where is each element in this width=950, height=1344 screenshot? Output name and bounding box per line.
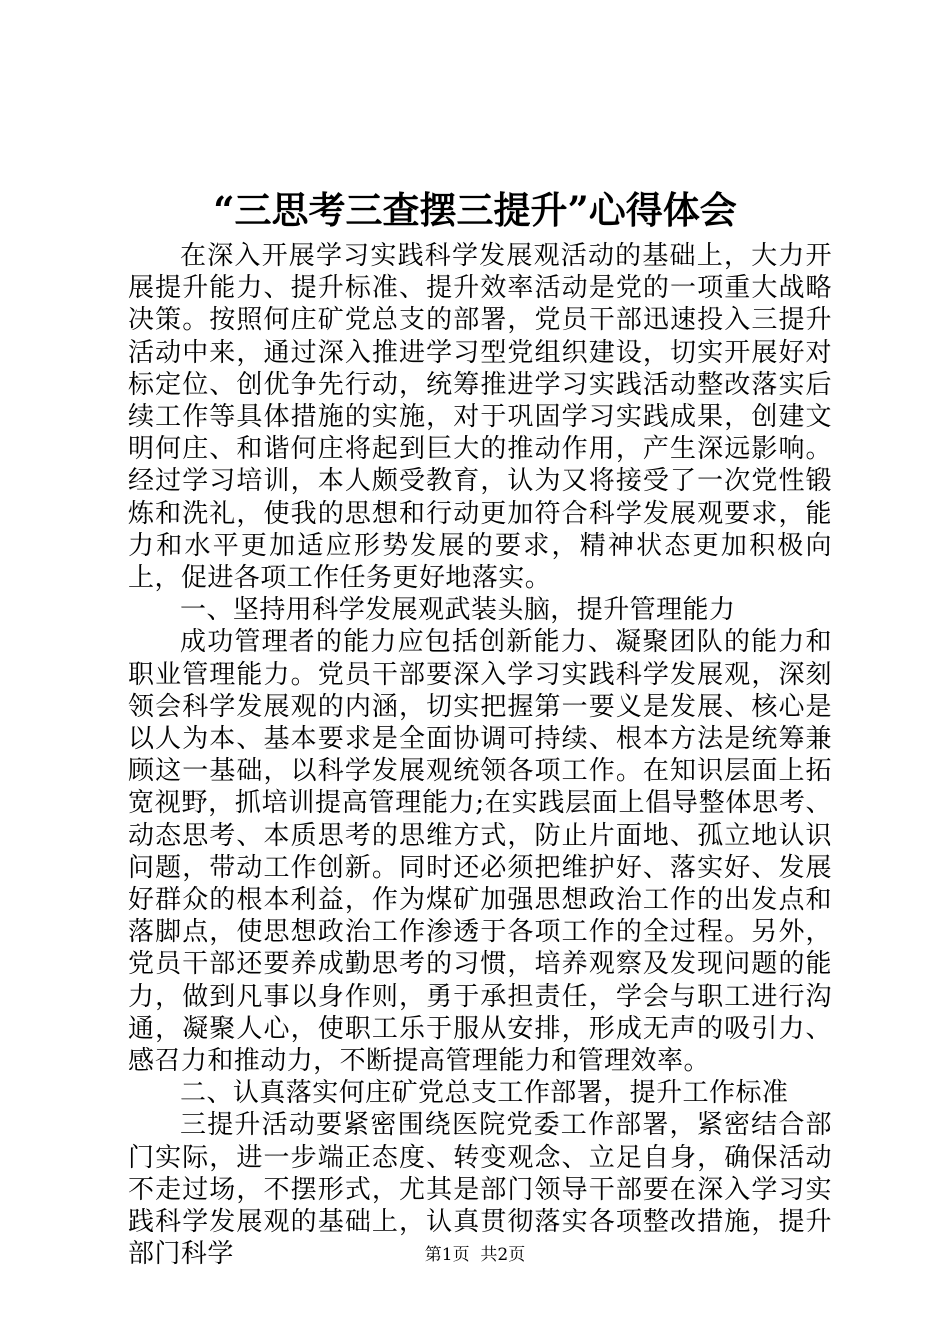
page-number: 第1页 — [424, 1245, 470, 1265]
paragraph-section-2: 三提升活动要紧密围绕医院党委工作部署，紧密结合部门实际，进一步端正态度、转变观念、立足自身，确保活动不走过场，不摆形式，尤其是部门领导干部要在深入学习实践科学发展观的基础上，认真贯彻落实各项整改措施，提升部门科学 — [128, 1110, 832, 1270]
paragraph-intro: 在深入开展学习实践科学发展观活动的基础上，大力开展提升能力、提升标准、提升效率活动是党的一项重大战略决策。按照何庄矿党总支的部署，党员干部迅速投入三提升活动中来，通过深入推进学习型党组织建设，切实开展好对标定位、创优争先行动，统筹推进学习实践活动整改落实后续工作等具体措施的实施，对于巩固学习实践成果，创建文明何庄、和谐何庄将起到巨大的推动作用，产生深远影响。经过学习培训，本人颇受教育，认为又将接受了一次党性锻炼和洗礼，使我的思想和行动更加符合科学发展观要求，能力和水平更加适应形势发展的要求，精神状态更加积极向上，促进各项工作任务更好地落实。 — [128, 241, 832, 594]
paragraph-section-1: 成功管理者的能力应包括创新能力、凝聚团队的能力和职业管理能力。党员干部要深入学习实践科学发展观，深刻领会科学发展观的内涵，切实把握第一要义是发展、核心是以人为本、基本要求是全面协调可持续、根本方法是统筹兼顾这一基础，以科学发展观统领各项工作。在知识层面上拓宽视野，抓培训提高管理能力;在实践层面上倡导整体思考、动态思考、本质思考的思维方式，防止片面地、孤立地认识问题，带动工作创新。同时还必须把维护好、落实好、发展好群众的根本利益，作为煤矿加强思想政治工作的出发点和落脚点，使思想政治工作渗透于各项工作的全过程。另外，党员干部还要养成勤思考的习惯，培养观察及发现问题的能力，做到凡事以身作则，勇于承担责任，学会与职工进行沟通，凝聚人心，使职工乐于服从安排，形成无声的吸引力、感召力和推动力，不断提高管理能力和管理效率。 — [128, 627, 832, 1077]
section-heading-2: 二、认真落实何庄矿党总支工作部署，提升工作标准 — [180, 1078, 789, 1109]
page-total: 共2页 — [480, 1245, 526, 1265]
document-body — [128, 240, 832, 1271]
section-heading-1: 一、坚持用科学发展观武装头脑，提升管理能力 — [180, 595, 736, 626]
page-footer — [0, 1244, 950, 1266]
document-title: “三思考三查摆三提升”心得体会 — [213, 188, 737, 232]
